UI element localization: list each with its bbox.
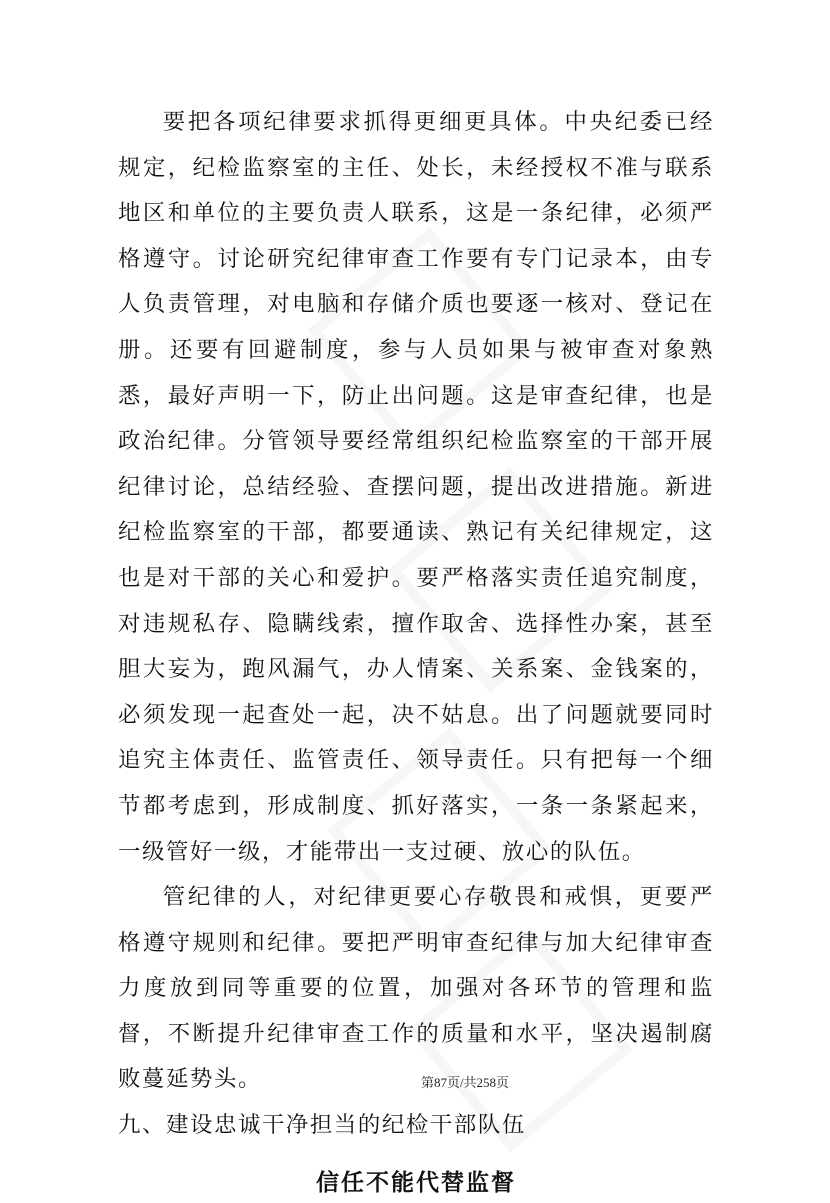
document-body xyxy=(118,100,714,1203)
section-title: 信任不能代替监督 xyxy=(316,1169,516,1196)
paragraph-1: 要把各项纪律要求抓得更细更具体。中央纪委已经规定，纪检监察室的主任、处长，未经授权不准与联系地区和单位的主要负责人联系，这是一条纪律，必须严格遵守。讨论研究纪律审查工作要有专门记录本，由专人负责管理，对电脑和存储介质也要逐一核对、登记在册。还要有回避制度，参与人员如果与被审查对象熟悉，最好声明一下，防止出问题。这是审查纪律，也是政治纪律。分管领导要经常组织纪检监察室的干部开展纪律讨论，总结经验、查摆问题，提出改进措施。新进纪检监察室的干部，都要通读、熟记有关纪律规定，这也是对干部的关心和爱护。要严格落实责任追究制度，对违规私存、隐瞒线索，擅作取舍、选择性办案，甚至胆大妄为，跑风漏气，办人情案、关系案、金钱案的，必须发现一起查处一起，决不姑息。出了问题就要同时追究主体责任、监管责任、领导责任。只有把每一个细节都考虑到，形成制度、抓好落实，一条一条紧起来，一级管好一级，才能带出一支过硬、放心的队伍。 xyxy=(118,109,714,865)
page-number: 第87页/共258页 xyxy=(420,1075,510,1090)
section-heading: 九、建设忠诚干净担当的纪检干部队伍 xyxy=(118,1112,526,1139)
paragraph-2: 管纪律的人，对纪律更要心存敬畏和戒惧，更要严格遵守规则和纪律。要把严明审查纪律与加大纪律审查力度放到同等重要的位置，加强对各环节的管理和监督，不断提升纪律审查工作的质量和水平，坚决遏制腐败蔓延势头。 xyxy=(118,884,714,1093)
